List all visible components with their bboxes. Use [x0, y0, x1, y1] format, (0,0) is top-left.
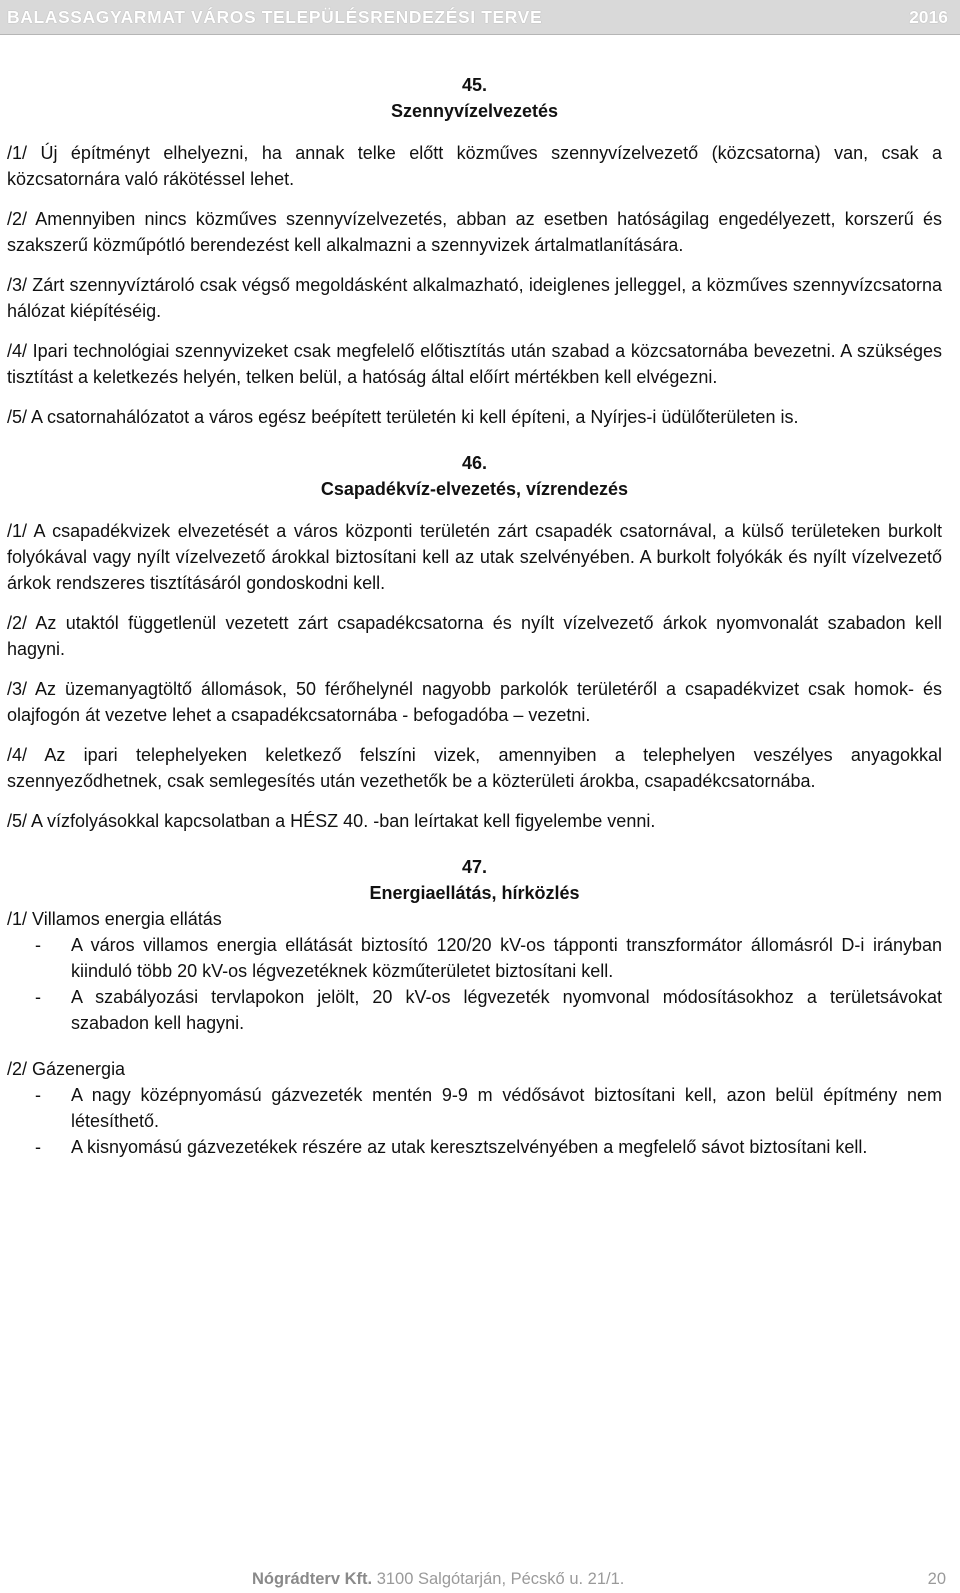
paragraph: /3/ Zárt szennyvíztároló csak végső megoldásként alkalmazható, ideiglenes jelleggel, a közműves szennyvízcsatorna hálózat kiépítéséig. [7, 275, 942, 321]
paragraph: /5/ A vízfolyásokkal kapcsolatban a HÉSZ 40. -ban leírtakat kell figyelembe venni. [7, 811, 656, 831]
list-item [7, 932, 942, 984]
subsection-heading: /2/ Gázenergia [7, 1059, 126, 1079]
paragraph: /5/ A csatornahálózatot a város egész beépített területén ki kell építeni, a Nyírjes-i üdülőterületen is. [7, 407, 799, 427]
footer-company: Nógrádterv Kft. [252, 1570, 373, 1588]
footer-info [252, 1570, 624, 1589]
page-footer [0, 1568, 960, 1593]
paragraph: /1/ A csapadékvizek elvezetését a város központi területén zárt csapadék csatornával, a külső területeken burkolt folyókával vagy nyílt vízelvezető árokkal biztosítani kell az utak szelvényében. A burkolt folyókák és nyílt vízelvezető árkok rendszeres tisztításáról gondoskodni kell. [7, 521, 942, 593]
dash-marker: - [35, 1085, 41, 1105]
list-item [7, 984, 942, 1036]
section-title: Csapadékvíz-elvezetés, vízrendezés [320, 479, 629, 499]
list-item-text: A város villamos energia ellátását biztosító 120/20 kV-os tápponti transzformátor állomásról D-i irányban kiinduló több 20 kV-os légvezetéknek közműterületet biztosítani kell. [71, 935, 942, 981]
list-item-text: A szabályozási tervlapokon jelölt, 20 kV-os légvezeték nyomvonal módosításokhoz a területsávokat szabadon kell hagyni. [71, 987, 942, 1033]
section-47 [7, 854, 942, 1160]
page-header [0, 0, 960, 35]
list-item-text: A kisnyomású gázvezetékek részére az utak keresztszelvényében a megfelelő sávot biztosítani kell. [71, 1137, 868, 1157]
list-item [7, 1134, 942, 1160]
dash-marker: - [35, 935, 41, 955]
document-year: 2016 [909, 7, 948, 27]
dash-list [7, 1082, 942, 1160]
paragraph: /4/ Az ipari telephelyeken keletkező felszíni vizek, amennyiben a telephelyen veszélyes anyagokkal szennyeződhetnek, csak semlegesítés után vezethetők be a közterületi árokba, csapadékcsatornába. [7, 745, 942, 791]
paragraph: /4/ Ipari technológiai szennyvizeket csak megfelelő előtisztítás után szabad a közcsatornába bevezetni. A szükséges tisztítást a keletkezés helyén, telken belül, a hatóság által előírt mértékben kell elvégezni. [7, 341, 942, 387]
section-number: 46. [461, 453, 488, 473]
section-number: 45. [461, 75, 488, 95]
page-number: 20 [927, 1570, 946, 1588]
section-46 [7, 450, 942, 834]
dash-marker: - [35, 1137, 41, 1157]
footer-address: 3100 Salgótarján, Pécskő u. 21/1. [376, 1570, 625, 1588]
section-number: 47. [461, 857, 488, 877]
section-title: Szennyvízelvezetés [390, 101, 559, 121]
document-body [7, 72, 942, 1174]
list-item-text: A nagy középnyomású gázvezeték mentén 9-9 m védősávot biztosítani kell, azon belül építmény nem létesíthető. [71, 1085, 942, 1131]
list-item [7, 1082, 942, 1134]
document-title: BALASSAGYARMAT VÁROS TELEPÜLÉSRENDEZÉSI TERVE [7, 7, 543, 27]
paragraph: /3/ Az üzemanyagtöltő állomások, 50 férőhelynél nagyobb parkolók területéről a csapadékvizet csak homok- és olajfogón át vezetve lehet a csapadékcsatornába - befogadóba – vezetni. [7, 679, 942, 725]
section-45 [7, 72, 942, 430]
paragraph: /2/ Amennyiben nincs közműves szennyvízelvezetés, abban az esetben hatóságilag engedélyezett, korszerű és szakszerű közműpótló berendezést kell alkalmazni a szennyvizek ártalmatlanítására. [7, 209, 942, 255]
paragraph: /2/ Az utaktól függetlenül vezetett zárt csapadékcsatorna és nyílt vízelvezető árkok nyomvonalát szabadon kell hagyni. [7, 613, 942, 659]
subsection-heading: /1/ Villamos energia ellátás [7, 909, 222, 929]
dash-list [7, 932, 942, 1036]
section-title: Energiaellátás, hírközlés [369, 883, 580, 903]
paragraph: /1/ Új építményt elhelyezni, ha annak telke előtt közműves szennyvízelvezető (közcsatorna) van, csak a közcsatornára való rákötéssel lehet. [7, 143, 942, 189]
dash-marker: - [35, 987, 41, 1007]
